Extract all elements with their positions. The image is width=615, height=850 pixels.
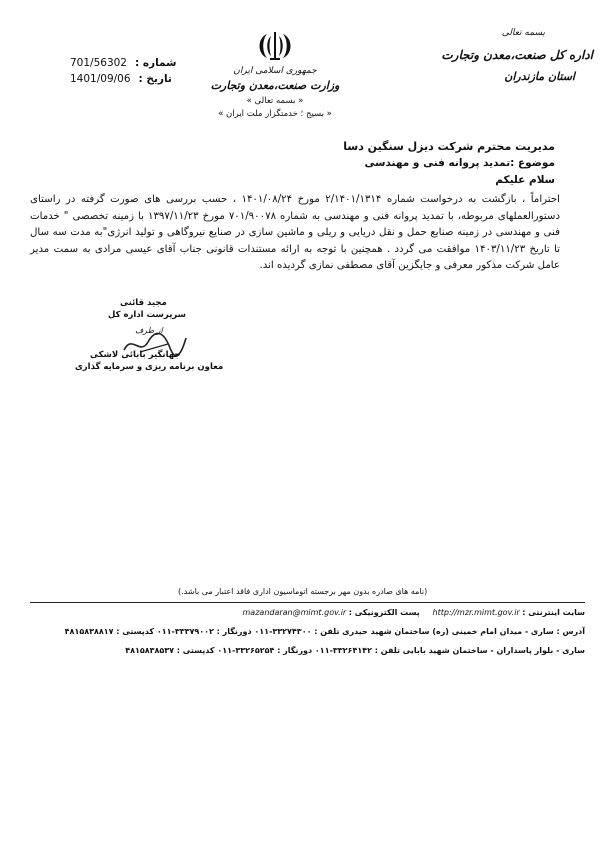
ministry-title: وزارت صنعت،معدن وتجارت (210, 79, 340, 92)
website-label: سایت اینترنتی : (522, 608, 585, 617)
signer2-title: معاون برنامه ریزی و سرمایه گذاری (75, 362, 224, 372)
slogan: « بسیج ؛ خدمتگزار ملت ایران » (218, 109, 332, 119)
letter-number-value: 701/56302 (70, 57, 127, 69)
letter-number (70, 57, 176, 69)
website-link[interactable]: http://mzr.mimt.gov.ir (432, 608, 520, 617)
signer1-title: سرپرست اداره کل (108, 310, 187, 320)
right-besmeh: بسمه تعالی (501, 28, 545, 38)
iran-emblem-logo (253, 30, 297, 62)
letter-body: احتراماً ، بازگشت به درخواست شماره ۲/۱۴۰۱/۱۳۱۴ مورخ ۱۴۰۱/۰۸/۲۴ ، حسب بررسی های صورت گرفته در راستای دستورالعملهای مربوطه، با تمدید پروانه فنی و مهندسی به شماره ۷۰۱/۹۰۰۷۸ مورخ ۱۳۹۷/۱۱/۲۳ با زمینه تخصصی " خدمات فنی و مهندسی در زمینه صنایع حمل و نقل دریایی و ریلی و ماشین سازی در صنایع نیروگاهی و تولید انرژی"به مدت سه سال تا تاریخ ۱۴۰۳/۱۱/۲۳ موافقت می گردد . همچنین با توجه به ارائه مستندات قانونی جناب آقای عیسی مرادی به سمت مدیر عامل شرکت مذکور معرفی و جایگزین آقای مصطفی نمازی گردیده اند. (30, 194, 561, 272)
right-province: استان مازندران (504, 70, 575, 83)
letter-date-value: 1401/09/06 (70, 73, 131, 85)
republic-title: جمهوری اسلامی ایران (233, 66, 317, 76)
recipient: مدیریت محترم شرکت دیزل سنگین دسا (343, 140, 555, 153)
footer-divider (30, 602, 585, 603)
email-link[interactable]: mazandaran@mimt.gov.ir (242, 608, 347, 617)
signer1-name: مجید قائنی (120, 298, 167, 308)
letter-date-label: تاریخ : (138, 73, 172, 85)
besmeh-center: « بسمه تعالی » (246, 96, 304, 106)
letter-date (70, 73, 172, 85)
validity-notice: (نامه های صادره بدون مهر برجسته اتوماسیون اداری فاقد اعتبار می باشد.) (178, 587, 428, 596)
greeting: سلام علیکم (495, 174, 555, 186)
subject: موضوع :تمدید پروانه فنی و مهندسی (364, 157, 555, 169)
signer2-name: جهانگیر بابائی لاشکی (90, 350, 181, 360)
footer-address-2: ساری - بلوار پاسداران - ساختمان شهید بابایی تلفن : ۳۳۲۶۴۱۴۲-۰۱۱ دورنگار : ۳۳۲۶۵۲۵۴-۰۱۱ کدپستی : ۴۸۱۵۸۳۸۵۳۷ (125, 646, 585, 655)
email-label: پست الکترونیکی : (348, 608, 420, 617)
letter-number-label: شماره : (134, 57, 177, 69)
footer-contact-row (243, 608, 585, 617)
footer-address-1: آدرس : ساری - میدان امام خمینی (ره) ساختمان شهید حیدری تلفن : ۳۳۲۷۴۳۰۰-۰۱۱ دورنگار : ۳۳۳۷۹۰۰۲-۰۱۱ کدپستی : ۴۸۱۵۸۳۸۸۱۷ (64, 627, 585, 636)
on-behalf-note: از طرف (135, 326, 163, 335)
right-office-title: اداره کل صنعت،معدن وتجارت (441, 48, 593, 62)
